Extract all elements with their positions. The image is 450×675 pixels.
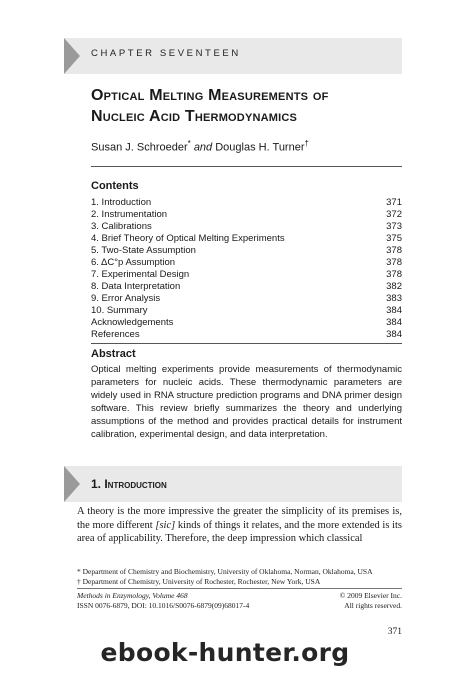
toc-page: 372 — [386, 209, 402, 220]
toc-row[interactable] — [91, 305, 402, 317]
section-banner-arrow — [64, 466, 80, 502]
toc-label: 3. Calibrations — [91, 221, 152, 232]
toc-label: 1. Introduction — [91, 197, 152, 208]
toc-label: 6. ΔC°p Assumption — [91, 257, 176, 268]
author-1: Susan J. Schroeder — [91, 141, 188, 154]
author-2-mark: † — [304, 139, 309, 148]
divider-contents — [91, 343, 402, 344]
toc-label: 7. Experimental Design — [91, 269, 190, 280]
toc-page: 378 — [386, 245, 402, 256]
footnotes — [77, 567, 402, 587]
toc-label: Acknowledgements — [91, 317, 174, 328]
footer-divider — [77, 588, 402, 589]
toc-row[interactable] — [91, 269, 402, 281]
toc-page: 375 — [386, 233, 402, 244]
chapter-title-line-2: Nucleic Acid Thermodynamics — [91, 108, 298, 125]
abstract-heading: Abstract — [91, 348, 136, 360]
intro-text-part-2: kinds of things it relates, and the more extended is its area of applicability. Therefore, the deep impression which classical — [77, 519, 402, 544]
table-of-contents — [91, 197, 402, 341]
journal-volume: Methods in Enzymology, Volume 468 — [77, 591, 188, 600]
publication-info — [77, 591, 249, 611]
toc-page: 378 — [386, 257, 402, 268]
issn-doi: ISSN 0076-6879, DOI: 10.1016/S0076-6879(09)68017-4 — [77, 601, 250, 610]
copyright: © 2009 Elsevier Inc. — [339, 591, 402, 600]
watermark: ebook-hunter.org — [100, 638, 350, 667]
chapter-banner-arrow — [64, 38, 80, 74]
toc-page: 371 — [386, 197, 402, 208]
toc-label: 9. Error Analysis — [91, 293, 161, 304]
toc-label: 2. Instrumentation — [91, 209, 168, 220]
intro-sic: [sic] — [155, 519, 176, 531]
footnote-1: * Department of Chemistry and Biochemistry, University of Oklahoma, Norman, Oklahoma, USA — [77, 567, 373, 576]
copyright-info — [340, 591, 402, 611]
toc-page: 384 — [386, 329, 402, 340]
toc-label: 8. Data Interpretation — [91, 281, 181, 292]
toc-page: 373 — [386, 221, 402, 232]
toc-row[interactable] — [91, 197, 402, 209]
toc-page: 384 — [386, 305, 402, 316]
section-title: 1. Introduction — [91, 477, 167, 491]
introduction-paragraph — [77, 505, 402, 546]
toc-row[interactable] — [91, 209, 402, 221]
toc-page: 382 — [386, 281, 402, 292]
author-conjunction: and — [193, 141, 213, 154]
toc-label: References — [91, 329, 140, 340]
toc-page: 383 — [386, 293, 402, 304]
toc-page: 378 — [386, 269, 402, 280]
chapter-label: CHAPTER SEVENTEEN — [91, 48, 241, 59]
author-line — [91, 139, 309, 154]
rights: All rights reserved. — [344, 601, 402, 610]
intro-text-part-1: A theory is the more impressive the greater the simplicity of its premises is, the more different — [77, 506, 402, 531]
chapter-title — [91, 85, 329, 127]
toc-row[interactable] — [91, 233, 402, 245]
toc-page: 384 — [386, 317, 402, 328]
divider-top — [91, 166, 402, 167]
chapter-title-line-1: Optical Melting Measurements of — [91, 87, 329, 104]
toc-label: 5. Two-State Assumption — [91, 245, 196, 256]
contents-heading: Contents — [91, 180, 139, 192]
author-2: Douglas H. Turner — [215, 141, 305, 154]
toc-row[interactable] — [91, 329, 402, 341]
toc-row[interactable] — [91, 221, 402, 233]
toc-row[interactable] — [91, 317, 402, 329]
footnote-2: † Department of Chemistry, University of Rochester, Rochester, New York, USA — [77, 577, 321, 586]
abstract-text: Optical melting experiments provide measurements of thermodynamic parameters for nucleic acids. These thermodynamic parameters are widely used in RNA structure prediction programs and DNA primer design software. This review briefly summarizes the theory and underlying assumptions of the method and provides practical details for instrument calibration, experimental design, and data interpretation. — [91, 364, 402, 440]
author-1-mark: * — [187, 139, 191, 148]
toc-label: 4. Brief Theory of Optical Melting Experiments — [91, 233, 285, 244]
toc-row[interactable] — [91, 281, 402, 293]
toc-label: 10. Summary — [91, 305, 148, 316]
page-number: 371 — [387, 627, 402, 637]
toc-row[interactable] — [91, 293, 402, 305]
toc-row[interactable] — [91, 257, 402, 269]
toc-row[interactable] — [91, 245, 402, 257]
